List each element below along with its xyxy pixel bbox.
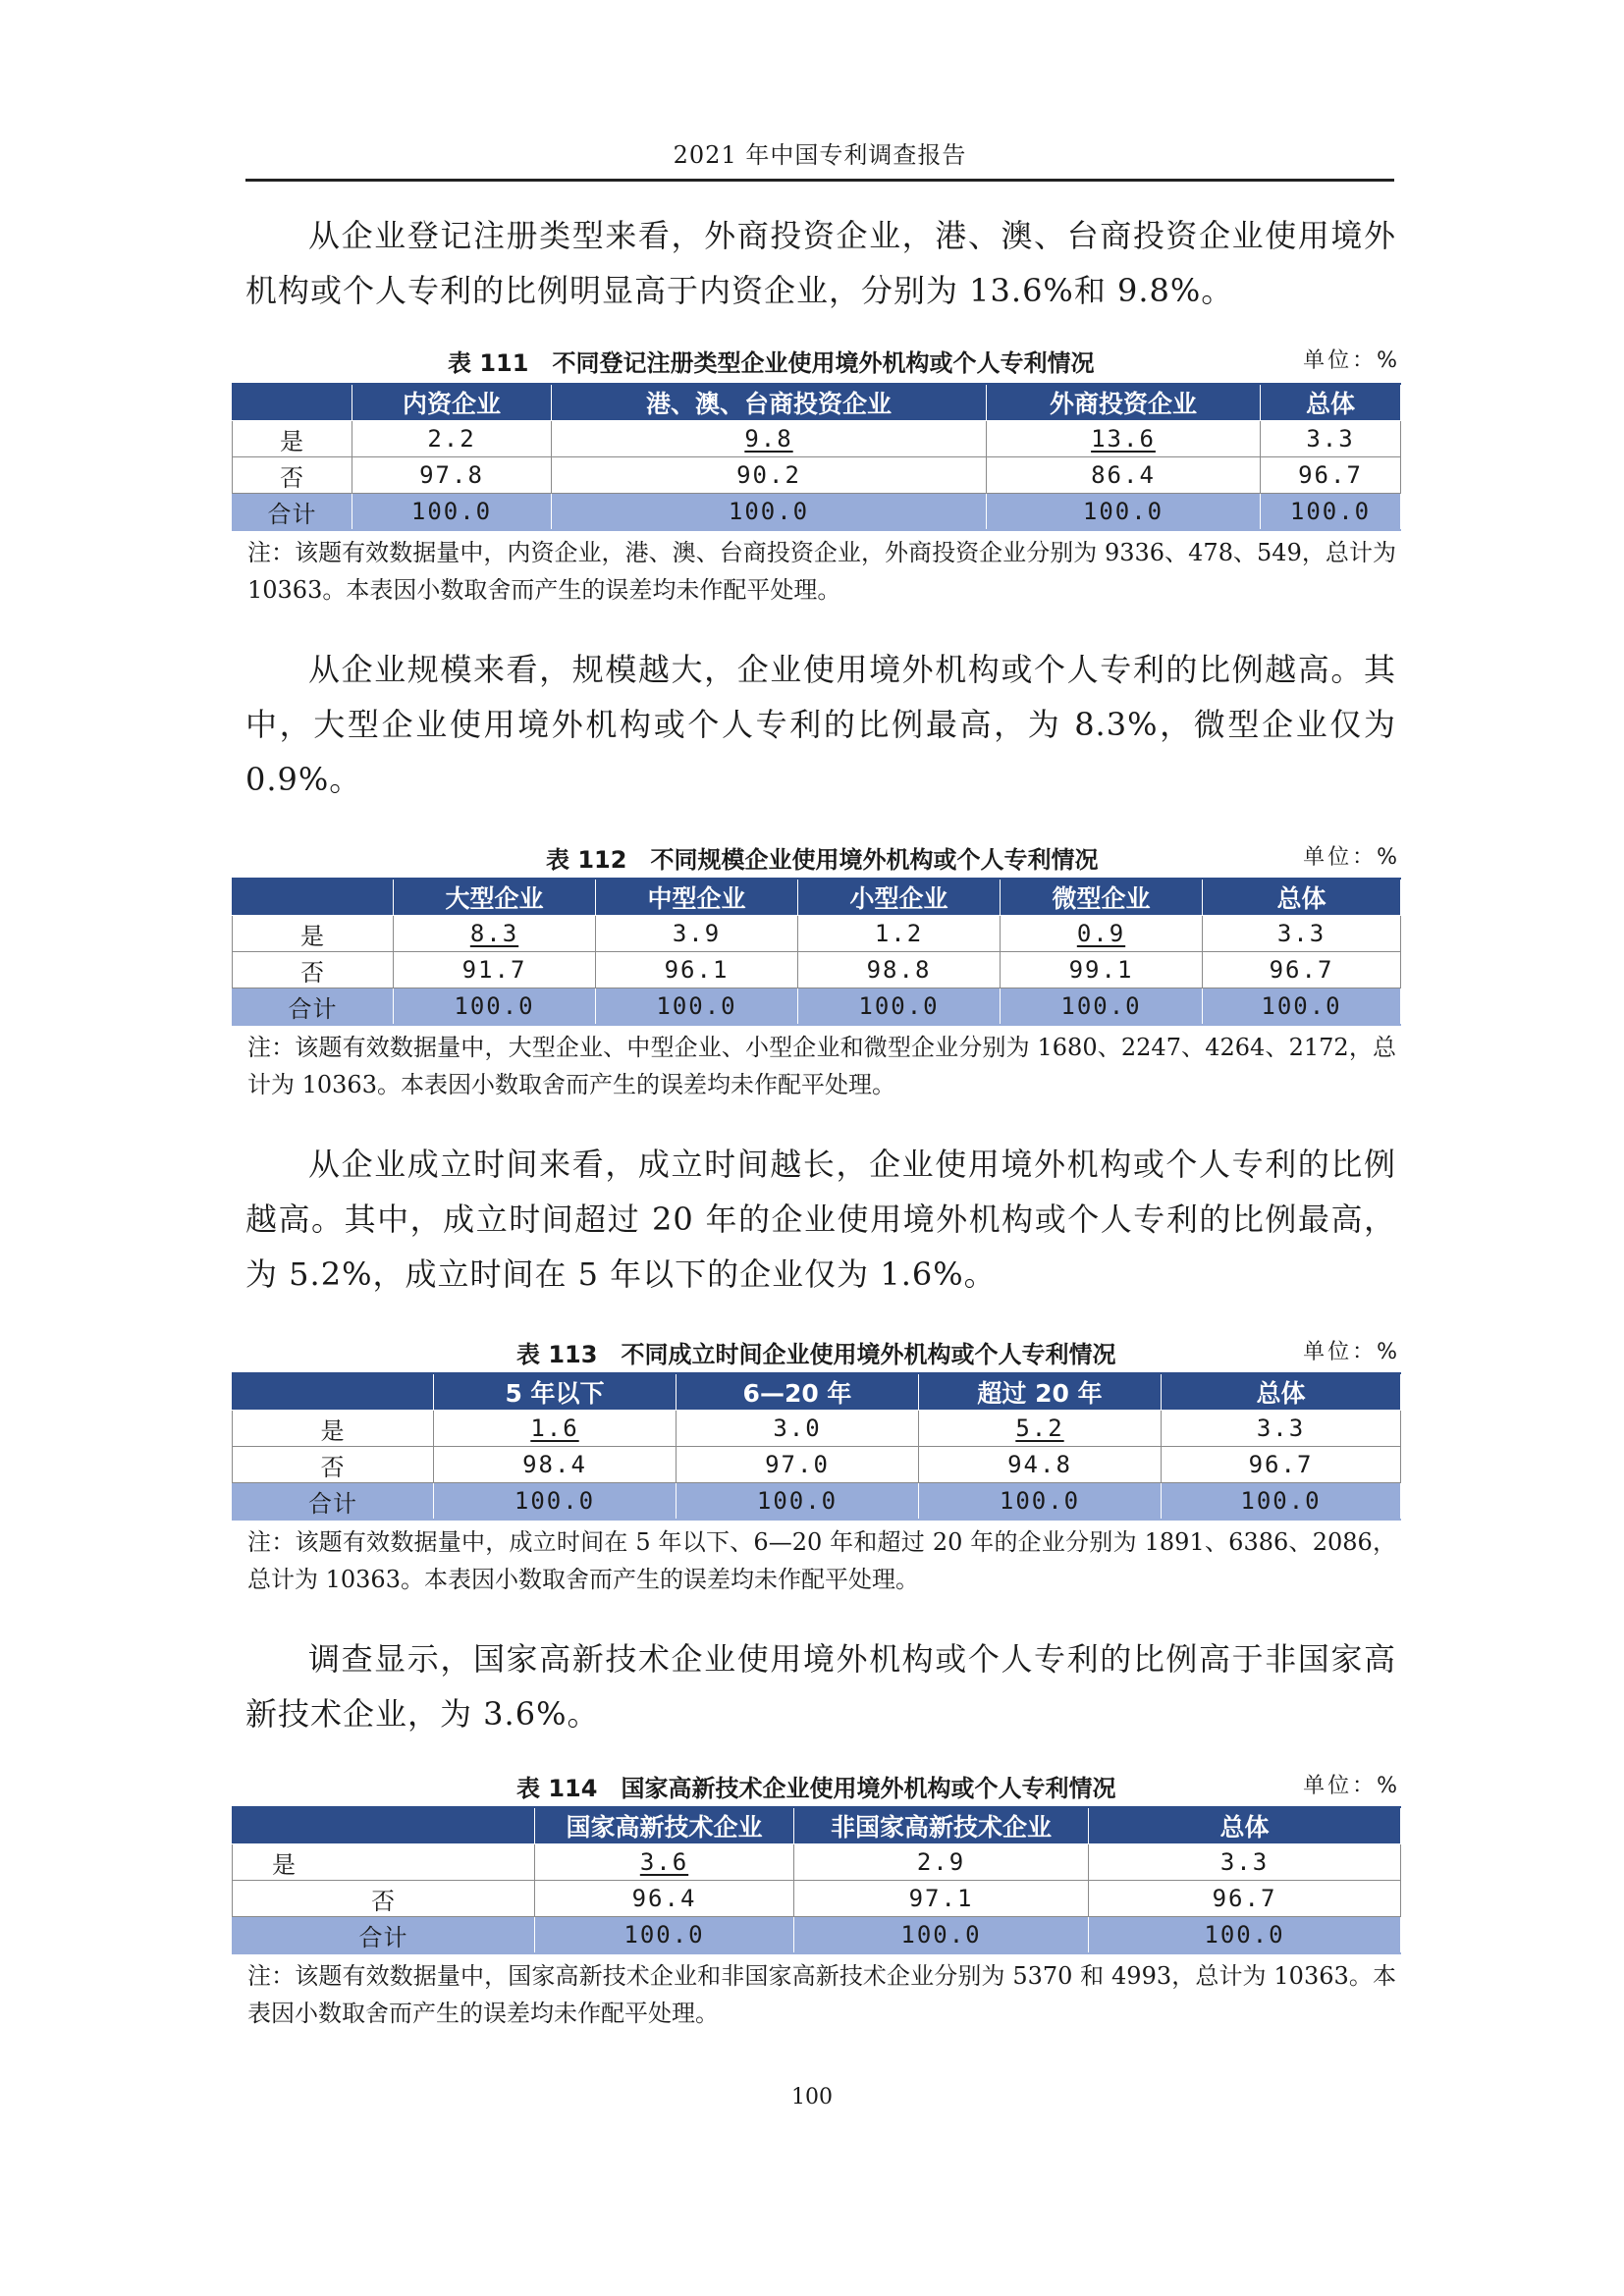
cell: 96.7	[1203, 952, 1401, 988]
table-header-row	[233, 384, 1401, 421]
column-header: 总体	[1089, 1807, 1401, 1844]
table-total-row	[233, 988, 1401, 1026]
table-111-note: 注：该题有效数据量中，内资企业，港、澳、台商投资企业，外商投资企业分别为 9336、478、549，总计为 10363。本表因小数取舍而产生的误差均未作配平处理。	[247, 539, 1396, 604]
cell: 100.0	[794, 1917, 1089, 1954]
cell-highlighted: 5.2	[919, 1411, 1162, 1447]
cell: 99.1	[1001, 952, 1203, 988]
cell-highlighted: 13.6	[987, 421, 1261, 457]
column-header: 非国家高新技术企业	[794, 1807, 1089, 1844]
cell: 86.4	[987, 457, 1261, 494]
table-112-caption	[232, 840, 1400, 874]
cell: 96.7	[1089, 1881, 1401, 1917]
header-rule	[245, 179, 1394, 182]
cell: 100.0	[1162, 1483, 1401, 1521]
column-header: 国家高新技术企业	[535, 1807, 794, 1844]
column-header: 总体	[1261, 384, 1401, 421]
cell-highlighted: 3.6	[535, 1844, 794, 1881]
cell: 100.0	[919, 1483, 1162, 1521]
column-header: 大型企业	[394, 879, 596, 916]
table-111-caption	[232, 344, 1400, 377]
corner-cell	[233, 1373, 434, 1411]
column-header: 微型企业	[1001, 879, 1203, 916]
table-header-row	[233, 1807, 1401, 1844]
column-header: 6—20 年	[677, 1373, 919, 1411]
row-label: 合计	[233, 988, 394, 1026]
paragraph-high-tech: 调查显示，国家高新技术企业使用境外机构或个人专利的比例高于非国家高新技术企业，为 3.6%。	[245, 1640, 1396, 1733]
table-row	[233, 1844, 1401, 1881]
column-header: 超过 20 年	[919, 1373, 1162, 1411]
cell: 100.0	[552, 494, 987, 531]
cell: 2.9	[794, 1844, 1089, 1881]
column-header: 外商投资企业	[987, 384, 1261, 421]
cell: 100.0	[596, 988, 798, 1026]
row-label: 是	[233, 1844, 535, 1881]
table-header-row	[233, 879, 1401, 916]
cell: 100.0	[1001, 988, 1203, 1026]
cell: 100.0	[987, 494, 1261, 531]
table-row	[233, 916, 1401, 952]
cell: 96.4	[535, 1881, 794, 1917]
table-row	[233, 1881, 1401, 1917]
corner-cell	[233, 384, 352, 421]
table-total-row	[233, 494, 1401, 531]
cell: 100.0	[394, 988, 596, 1026]
row-label: 否	[233, 1447, 434, 1483]
row-label: 合计	[233, 1917, 535, 1954]
column-header: 中型企业	[596, 879, 798, 916]
running-header: 2021 年中国专利调查报告	[673, 141, 967, 169]
column-header: 5 年以下	[434, 1373, 677, 1411]
cell: 100.0	[677, 1483, 919, 1521]
table-row	[233, 421, 1401, 457]
table-114-unit: 单位：%	[1303, 1774, 1400, 1798]
row-label: 合计	[233, 1483, 434, 1521]
cell: 100.0	[1089, 1917, 1401, 1954]
row-label: 是	[233, 1411, 434, 1447]
page-number: 100	[791, 2085, 833, 2109]
cell: 97.1	[794, 1881, 1089, 1917]
cell: 3.9	[596, 916, 798, 952]
table-113	[232, 1372, 1401, 1521]
table-113-unit: 单位：%	[1303, 1340, 1400, 1364]
table-row	[233, 1447, 1401, 1483]
cell: 100.0	[434, 1483, 677, 1521]
corner-cell	[233, 1807, 535, 1844]
cell: 97.0	[677, 1447, 919, 1483]
table-112-note: 注：该题有效数据量中，大型企业、中型企业、小型企业和微型企业分别为 1680、2247、4264、2172，总计为 10363。本表因小数取舍而产生的误差均未作配平处理。	[247, 1034, 1396, 1098]
table-113-note: 注：该题有效数据量中，成立时间在 5 年以下、6—20 年和超过 20 年的企业分别为 1891、6386、2086，总计为 10363。本表因小数取舍而产生的误差均未作配平处理。	[247, 1528, 1396, 1593]
column-header: 总体	[1203, 879, 1401, 916]
cell: 98.8	[798, 952, 1001, 988]
cell: 100.0	[1261, 494, 1401, 531]
table-114-title: 表 114 国家高新技术企业使用境外机构或个人专利情况	[516, 1775, 1116, 1802]
cell: 96.7	[1162, 1447, 1401, 1483]
row-label: 否	[233, 952, 394, 988]
table-total-row	[233, 1917, 1401, 1954]
table-row	[233, 457, 1401, 494]
paragraph-establishment-time: 从企业成立时间来看，成立时间越长，企业使用境外机构或个人专利的比例越高。其中，成立时间超过 20 年的企业使用境外机构或个人专利的比例最高，为 5.2%，成立时间在 5 年以下的企业仅为 1.6%。	[245, 1146, 1396, 1293]
cell: 98.4	[434, 1447, 677, 1483]
column-header: 总体	[1162, 1373, 1401, 1411]
paragraph-registration-type: 从企业登记注册类型来看，外商投资企业，港、澳、台商投资企业使用境外机构或个人专利的比例明显高于内资企业，分别为 13.6%和 9.8%。	[245, 217, 1396, 309]
cell-highlighted: 8.3	[394, 916, 596, 952]
row-label: 合计	[233, 494, 352, 531]
table-total-row	[233, 1483, 1401, 1521]
column-header: 小型企业	[798, 879, 1001, 916]
cell: 3.3	[1162, 1411, 1401, 1447]
table-112-title: 表 112 不同规模企业使用境外机构或个人专利情况	[546, 846, 1099, 874]
cell: 100.0	[352, 494, 552, 531]
row-label: 否	[233, 1881, 535, 1917]
paragraph-enterprise-scale: 从企业规模来看，规模越大，企业使用境外机构或个人专利的比例越高。其中，大型企业使用境外机构或个人专利的比例最高，为 8.3%，微型企业仅为 0.9%。	[245, 651, 1396, 798]
table-111	[232, 383, 1401, 531]
cell: 90.2	[552, 457, 987, 494]
cell: 100.0	[798, 988, 1001, 1026]
table-113-title: 表 113 不同成立时间企业使用境外机构或个人专利情况	[516, 1341, 1116, 1368]
cell: 91.7	[394, 952, 596, 988]
table-header-row	[233, 1373, 1401, 1411]
table-114-note: 注：该题有效数据量中，国家高新技术企业和非国家高新技术企业分别为 5370 和 4993，总计为 10363。本表因小数取舍而产生的误差均未作配平处理。	[247, 1962, 1396, 2027]
cell: 100.0	[535, 1917, 794, 1954]
table-111-unit: 单位：%	[1303, 348, 1400, 373]
cell: 3.3	[1203, 916, 1401, 952]
corner-cell	[233, 879, 394, 916]
row-label: 是	[233, 916, 394, 952]
cell: 97.8	[352, 457, 552, 494]
cell-highlighted: 9.8	[552, 421, 987, 457]
row-label: 是	[233, 421, 352, 457]
table-row	[233, 1411, 1401, 1447]
row-label: 否	[233, 457, 352, 494]
cell: 100.0	[1203, 988, 1401, 1026]
cell: 94.8	[919, 1447, 1162, 1483]
cell: 96.1	[596, 952, 798, 988]
column-header: 内资企业	[352, 384, 552, 421]
table-114	[232, 1806, 1401, 1954]
table-112-unit: 单位：%	[1303, 845, 1400, 870]
cell-highlighted: 0.9	[1001, 916, 1203, 952]
table-row	[233, 952, 1401, 988]
table-114-caption	[232, 1769, 1400, 1802]
cell-highlighted: 1.6	[434, 1411, 677, 1447]
cell: 2.2	[352, 421, 552, 457]
table-113-caption	[232, 1335, 1400, 1368]
table-111-title: 表 111 不同登记注册类型企业使用境外机构或个人专利情况	[448, 349, 1095, 377]
column-header: 港、澳、台商投资企业	[552, 384, 987, 421]
cell: 1.2	[798, 916, 1001, 952]
table-112	[232, 878, 1401, 1026]
cell: 3.3	[1089, 1844, 1401, 1881]
cell: 3.3	[1261, 421, 1401, 457]
cell: 96.7	[1261, 457, 1401, 494]
cell: 3.0	[677, 1411, 919, 1447]
